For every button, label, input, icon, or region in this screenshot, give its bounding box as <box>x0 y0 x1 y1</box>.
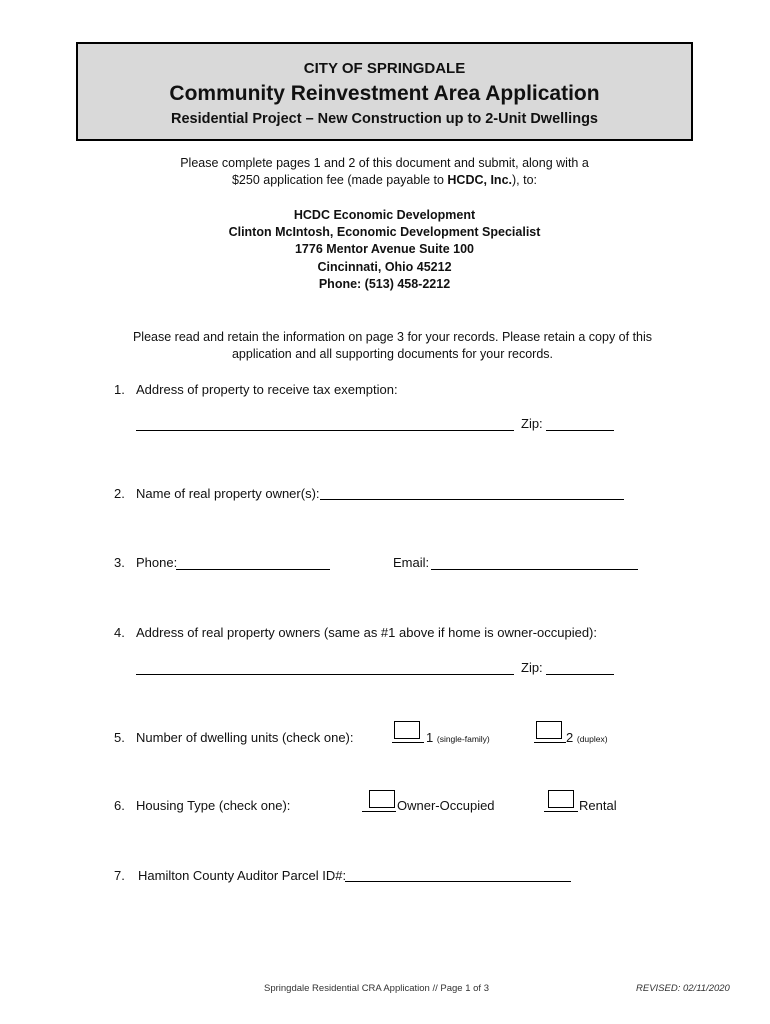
q3-number: 3. <box>114 555 125 570</box>
q1-zip-field[interactable] <box>546 430 614 431</box>
q3-email-field[interactable] <box>431 569 638 570</box>
intro-payee: HCDC, Inc. <box>447 173 512 187</box>
q5-opt1-label: 1 <box>426 730 434 745</box>
q3-phone-field[interactable] <box>176 569 330 570</box>
q2-number: 2. <box>114 486 125 501</box>
page-title: Community Reinvestment Area Application <box>169 82 600 105</box>
q1-zip-label: Zip: <box>521 416 543 431</box>
q6-opt1-underline <box>362 811 396 812</box>
q7-label: Hamilton County Auditor Parcel ID#: <box>138 868 347 883</box>
q6-owner-occupied-checkbox[interactable] <box>369 790 395 808</box>
page-subtitle: Residential Project – New Construction up to 2-Unit Dwellings <box>171 111 598 127</box>
city-state-zip: Cincinnati, Ohio 45212 <box>317 260 452 274</box>
q4-address-field[interactable] <box>136 674 514 675</box>
q5-label: Number of dwelling units (check one): <box>136 730 354 745</box>
phone-number: Phone: (513) 458-2212 <box>318 277 451 291</box>
q7-number: 7. <box>114 868 125 883</box>
q4-label: Address of real property owners (same as #1 above if home is owner-occupied): <box>136 625 597 640</box>
q5-opt2-underline <box>534 742 566 743</box>
q4-number: 4. <box>114 625 125 640</box>
city-name: CITY OF SPRINGDALE <box>303 60 466 77</box>
q6-number: 6. <box>114 798 125 813</box>
q5-number: 5. <box>114 730 125 745</box>
header-box <box>76 42 693 141</box>
q3-phone-label: Phone: <box>136 555 178 570</box>
q4-zip-field[interactable] <box>546 674 614 675</box>
q1-label: Address of property to receive tax exemption: <box>136 382 398 397</box>
contact-name: Clinton McIntosh, Economic Development Specialist <box>228 225 541 239</box>
q5-duplex-checkbox[interactable] <box>536 721 562 739</box>
q5-opt2-label: 2 <box>566 730 574 745</box>
q3-email-label: Email: <box>393 555 430 570</box>
q1-number: 1. <box>114 382 125 397</box>
footer-page-info: Springdale Residential CRA Application // Page 1 of 3 <box>264 983 489 994</box>
q5-opt1-underline <box>392 742 424 743</box>
q2-label: Name of real property owner(s): <box>136 486 320 501</box>
intro-prefix: $250 application fee (made payable to <box>231 173 448 187</box>
q5-opt2-note: (duplex) <box>576 734 608 744</box>
q6-rental-checkbox[interactable] <box>548 790 574 808</box>
q6-label: Housing Type (check one): <box>136 798 291 813</box>
intro-line-2 <box>76 173 693 187</box>
q1-address-field[interactable] <box>136 430 514 431</box>
q5-opt1-note: (single-family) <box>436 734 490 744</box>
intro-suffix: ), to: <box>512 173 538 187</box>
q6-opt1-label: Owner-Occupied <box>397 798 495 813</box>
q5-opt2 <box>566 730 608 745</box>
notice-line-2: application and all supporting documents for your records. <box>231 347 553 361</box>
q6-opt2-underline <box>544 811 578 812</box>
q5-opt1 <box>426 730 490 745</box>
street-address: 1776 Mentor Avenue Suite 100 <box>294 242 474 256</box>
q4-zip-label: Zip: <box>521 660 543 675</box>
q6-opt2-label: Rental <box>579 798 617 813</box>
intro-line-1: Please complete pages 1 and 2 of this document and submit, along with a <box>180 156 589 170</box>
q2-owner-field[interactable] <box>320 499 624 500</box>
q5-single-family-checkbox[interactable] <box>394 721 420 739</box>
notice-line-1: Please read and retain the information on page 3 for your records. Please retain a copy of this <box>132 330 653 344</box>
org-name: HCDC Economic Development <box>293 208 476 222</box>
footer-revised: REVISED: 02/11/2020 <box>636 983 730 994</box>
q7-parcel-field[interactable] <box>345 881 571 882</box>
